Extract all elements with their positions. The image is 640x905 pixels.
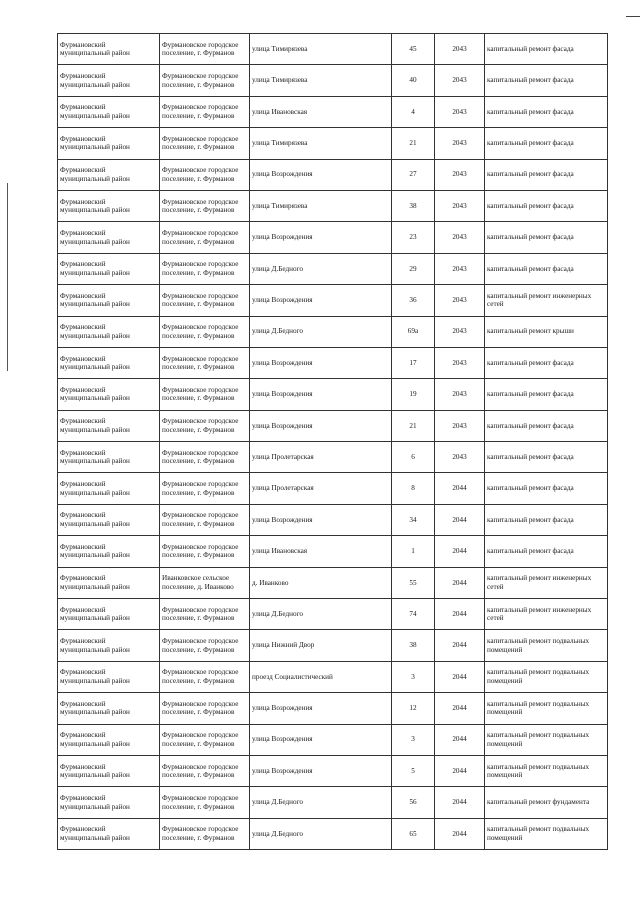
street-cell: улица Ивановская bbox=[250, 536, 392, 567]
house-number-cell: 12 bbox=[392, 693, 435, 724]
district-cell: Фурмановский муниципальный район bbox=[58, 159, 160, 190]
table-row bbox=[58, 693, 608, 724]
table-row bbox=[58, 504, 608, 535]
table-row bbox=[58, 96, 608, 127]
settlement-cell: Фурмановское городское поселение, г. Фурманов bbox=[160, 442, 250, 473]
table-row bbox=[58, 755, 608, 786]
work-type-cell: капитальный ремонт инженерных сетей bbox=[485, 599, 608, 630]
table-row bbox=[58, 347, 608, 378]
settlement-cell: Фурмановское городское поселение, г. Фурманов bbox=[160, 724, 250, 755]
year-cell: 2044 bbox=[435, 818, 485, 849]
district-cell: Фурмановский муниципальный район bbox=[58, 347, 160, 378]
table-row bbox=[58, 159, 608, 190]
district-cell: Фурмановский муниципальный район bbox=[58, 128, 160, 159]
work-type-cell: капитальный ремонт фасада bbox=[485, 34, 608, 65]
street-cell: улица Возрождения bbox=[250, 724, 392, 755]
house-number-cell: 55 bbox=[392, 567, 435, 598]
scan-corner-mark bbox=[626, 16, 640, 17]
house-number-cell: 19 bbox=[392, 379, 435, 410]
district-cell: Фурмановский муниципальный район bbox=[58, 504, 160, 535]
settlement-cell: Фурмановское городское поселение, г. Фурманов bbox=[160, 630, 250, 661]
work-type-cell: капитальный ремонт подвальных помещений bbox=[485, 693, 608, 724]
street-cell: улица Д.Бедного bbox=[250, 599, 392, 630]
year-cell: 2043 bbox=[435, 442, 485, 473]
settlement-cell: Фурмановское городское поселение, г. Фурманов bbox=[160, 410, 250, 441]
year-cell: 2043 bbox=[435, 316, 485, 347]
settlement-cell: Фурмановское городское поселение, г. Фурманов bbox=[160, 316, 250, 347]
year-cell: 2043 bbox=[435, 253, 485, 284]
table-row bbox=[58, 599, 608, 630]
table-row bbox=[58, 316, 608, 347]
work-type-cell: капитальный ремонт фасада bbox=[485, 65, 608, 96]
year-cell: 2043 bbox=[435, 159, 485, 190]
street-cell: улица Тимирязева bbox=[250, 65, 392, 96]
district-cell: Фурмановский муниципальный район bbox=[58, 755, 160, 786]
street-cell: улица Возрождения bbox=[250, 347, 392, 378]
work-type-cell: капитальный ремонт подвальных помещений bbox=[485, 661, 608, 692]
work-type-cell: капитальный ремонт фасада bbox=[485, 159, 608, 190]
year-cell: 2043 bbox=[435, 379, 485, 410]
street-cell: улица Д.Бедного bbox=[250, 253, 392, 284]
work-type-cell: капитальный ремонт фасада bbox=[485, 347, 608, 378]
district-cell: Фурмановский муниципальный район bbox=[58, 693, 160, 724]
year-cell: 2044 bbox=[435, 661, 485, 692]
district-cell: Фурмановский муниципальный район bbox=[58, 661, 160, 692]
house-number-cell: 38 bbox=[392, 190, 435, 221]
settlement-cell: Фурмановское городское поселение, г. Фурманов bbox=[160, 253, 250, 284]
table-row bbox=[58, 65, 608, 96]
district-cell: Фурмановский муниципальный район bbox=[58, 473, 160, 504]
settlement-cell: Фурмановское городское поселение, г. Фурманов bbox=[160, 473, 250, 504]
street-cell: улица Нижний Двор bbox=[250, 630, 392, 661]
work-type-cell: капитальный ремонт фасада bbox=[485, 96, 608, 127]
house-number-cell: 74 bbox=[392, 599, 435, 630]
settlement-cell: Фурмановское городское поселение, г. Фурманов bbox=[160, 755, 250, 786]
table-row bbox=[58, 410, 608, 441]
settlement-cell: Фурмановское городское поселение, г. Фурманов bbox=[160, 693, 250, 724]
year-cell: 2044 bbox=[435, 630, 485, 661]
work-type-cell: капитальный ремонт подвальных помещений bbox=[485, 724, 608, 755]
street-cell: улица Возрождения bbox=[250, 222, 392, 253]
table-row bbox=[58, 222, 608, 253]
street-cell: улица Возрождения bbox=[250, 379, 392, 410]
work-type-cell: капитальный ремонт инженерных сетей bbox=[485, 285, 608, 316]
table-row bbox=[58, 787, 608, 818]
district-cell: Фурмановский муниципальный район bbox=[58, 410, 160, 441]
house-number-cell: 17 bbox=[392, 347, 435, 378]
settlement-cell: Фурмановское городское поселение, г. Фурманов bbox=[160, 661, 250, 692]
street-cell: улица Возрождения bbox=[250, 693, 392, 724]
house-number-cell: 8 bbox=[392, 473, 435, 504]
district-cell: Фурмановский муниципальный район bbox=[58, 630, 160, 661]
street-cell: улица Тимирязева bbox=[250, 190, 392, 221]
district-cell: Фурмановский муниципальный район bbox=[58, 724, 160, 755]
table-row bbox=[58, 818, 608, 849]
work-type-cell: капитальный ремонт фасада bbox=[485, 379, 608, 410]
settlement-cell: Фурмановское городское поселение, г. Фурманов bbox=[160, 128, 250, 159]
year-cell: 2043 bbox=[435, 128, 485, 159]
settlement-cell: Фурмановское городское поселение, г. Фурманов bbox=[160, 787, 250, 818]
year-cell: 2044 bbox=[435, 536, 485, 567]
settlement-cell: Фурмановское городское поселение, г. Фурманов bbox=[160, 65, 250, 96]
street-cell: улица Возрождения bbox=[250, 755, 392, 786]
house-number-cell: 3 bbox=[392, 661, 435, 692]
house-number-cell: 21 bbox=[392, 410, 435, 441]
house-number-cell: 69а bbox=[392, 316, 435, 347]
year-cell: 2043 bbox=[435, 285, 485, 316]
settlement-cell: Фурмановское городское поселение, г. Фурманов bbox=[160, 96, 250, 127]
table-row bbox=[58, 724, 608, 755]
capital-repair-table bbox=[57, 33, 608, 850]
house-number-cell: 38 bbox=[392, 630, 435, 661]
year-cell: 2044 bbox=[435, 787, 485, 818]
house-number-cell: 36 bbox=[392, 285, 435, 316]
house-number-cell: 27 bbox=[392, 159, 435, 190]
work-type-cell: капитальный ремонт фасада bbox=[485, 128, 608, 159]
street-cell: улица Д.Бедного bbox=[250, 818, 392, 849]
district-cell: Фурмановский муниципальный район bbox=[58, 818, 160, 849]
street-cell: улица Возрождения bbox=[250, 504, 392, 535]
settlement-cell: Фурмановское городское поселение, г. Фурманов bbox=[160, 34, 250, 65]
work-type-cell: капитальный ремонт инженерных сетей bbox=[485, 567, 608, 598]
year-cell: 2044 bbox=[435, 567, 485, 598]
table-row bbox=[58, 190, 608, 221]
street-cell: улица Д.Бедного bbox=[250, 316, 392, 347]
district-cell: Фурмановский муниципальный район bbox=[58, 316, 160, 347]
district-cell: Фурмановский муниципальный район bbox=[58, 253, 160, 284]
street-cell: улица Пролетарская bbox=[250, 442, 392, 473]
house-number-cell: 3 bbox=[392, 724, 435, 755]
district-cell: Фурмановский муниципальный район bbox=[58, 65, 160, 96]
year-cell: 2044 bbox=[435, 473, 485, 504]
house-number-cell: 56 bbox=[392, 787, 435, 818]
street-cell: улица Тимирязева bbox=[250, 128, 392, 159]
work-type-cell: капитальный ремонт подвальных помещений bbox=[485, 630, 608, 661]
district-cell: Фурмановский муниципальный район bbox=[58, 34, 160, 65]
house-number-cell: 23 bbox=[392, 222, 435, 253]
settlement-cell: Фурмановское городское поселение, г. Фурманов bbox=[160, 285, 250, 316]
district-cell: Фурмановский муниципальный район bbox=[58, 536, 160, 567]
work-type-cell: капитальный ремонт фасада bbox=[485, 442, 608, 473]
work-type-cell: капитальный ремонт фасада bbox=[485, 253, 608, 284]
settlement-cell: Фурмановское городское поселение, г. Фурманов bbox=[160, 818, 250, 849]
settlement-cell: Фурмановское городское поселение, г. Фурманов bbox=[160, 599, 250, 630]
work-type-cell: капитальный ремонт фасада bbox=[485, 410, 608, 441]
table-row bbox=[58, 536, 608, 567]
district-cell: Фурмановский муниципальный район bbox=[58, 567, 160, 598]
table-row bbox=[58, 473, 608, 504]
district-cell: Фурмановский муниципальный район bbox=[58, 222, 160, 253]
house-number-cell: 6 bbox=[392, 442, 435, 473]
house-number-cell: 4 bbox=[392, 96, 435, 127]
district-cell: Фурмановский муниципальный район bbox=[58, 379, 160, 410]
street-cell: улица Возрождения bbox=[250, 410, 392, 441]
district-cell: Фурмановский муниципальный район bbox=[58, 787, 160, 818]
table-row bbox=[58, 379, 608, 410]
year-cell: 2044 bbox=[435, 724, 485, 755]
district-cell: Фурмановский муниципальный район bbox=[58, 285, 160, 316]
year-cell: 2044 bbox=[435, 504, 485, 535]
year-cell: 2043 bbox=[435, 34, 485, 65]
street-cell: д. Иванково bbox=[250, 567, 392, 598]
district-cell: Фурмановский муниципальный район bbox=[58, 190, 160, 221]
table-row bbox=[58, 34, 608, 65]
table-row bbox=[58, 253, 608, 284]
settlement-cell: Фурмановское городское поселение, г. Фурманов bbox=[160, 159, 250, 190]
table-row bbox=[58, 661, 608, 692]
house-number-cell: 40 bbox=[392, 65, 435, 96]
settlement-cell: Фурмановское городское поселение, г. Фурманов bbox=[160, 347, 250, 378]
house-number-cell: 1 bbox=[392, 536, 435, 567]
house-number-cell: 65 bbox=[392, 818, 435, 849]
scan-edge-mark bbox=[7, 183, 8, 371]
table-body bbox=[58, 34, 608, 850]
table-row bbox=[58, 285, 608, 316]
house-number-cell: 21 bbox=[392, 128, 435, 159]
street-cell: улица Возрождения bbox=[250, 285, 392, 316]
house-number-cell: 5 bbox=[392, 755, 435, 786]
work-type-cell: капитальный ремонт фасада bbox=[485, 473, 608, 504]
year-cell: 2043 bbox=[435, 347, 485, 378]
street-cell: проезд Социалистический bbox=[250, 661, 392, 692]
work-type-cell: капитальный ремонт подвальных помещений bbox=[485, 755, 608, 786]
house-number-cell: 34 bbox=[392, 504, 435, 535]
work-type-cell: капитальный ремонт фасада bbox=[485, 190, 608, 221]
house-number-cell: 45 bbox=[392, 34, 435, 65]
year-cell: 2043 bbox=[435, 96, 485, 127]
year-cell: 2044 bbox=[435, 599, 485, 630]
work-type-cell: капитальный ремонт фасада bbox=[485, 504, 608, 535]
work-type-cell: капитальный ремонт фундамента bbox=[485, 787, 608, 818]
year-cell: 2043 bbox=[435, 190, 485, 221]
work-type-cell: капитальный ремонт крыши bbox=[485, 316, 608, 347]
table-row bbox=[58, 442, 608, 473]
table-row bbox=[58, 630, 608, 661]
district-cell: Фурмановский муниципальный район bbox=[58, 599, 160, 630]
work-type-cell: капитальный ремонт фасада bbox=[485, 222, 608, 253]
table-row bbox=[58, 567, 608, 598]
street-cell: улица Тимирязева bbox=[250, 34, 392, 65]
street-cell: улица Д.Бедного bbox=[250, 787, 392, 818]
district-cell: Фурмановский муниципальный район bbox=[58, 96, 160, 127]
year-cell: 2043 bbox=[435, 222, 485, 253]
district-cell: Фурмановский муниципальный район bbox=[58, 442, 160, 473]
settlement-cell: Фурмановское городское поселение, г. Фурманов bbox=[160, 190, 250, 221]
year-cell: 2044 bbox=[435, 693, 485, 724]
work-type-cell: капитальный ремонт подвальных помещений bbox=[485, 818, 608, 849]
street-cell: улица Возрождения bbox=[250, 159, 392, 190]
settlement-cell: Иванковское сельское поселение, д. Иванково bbox=[160, 567, 250, 598]
table-row bbox=[58, 128, 608, 159]
house-number-cell: 29 bbox=[392, 253, 435, 284]
settlement-cell: Фурмановское городское поселение, г. Фурманов bbox=[160, 504, 250, 535]
work-type-cell: капитальный ремонт фасада bbox=[485, 536, 608, 567]
settlement-cell: Фурмановское городское поселение, г. Фурманов bbox=[160, 222, 250, 253]
year-cell: 2043 bbox=[435, 65, 485, 96]
street-cell: улица Пролетарская bbox=[250, 473, 392, 504]
settlement-cell: Фурмановское городское поселение, г. Фурманов bbox=[160, 379, 250, 410]
street-cell: улица Ивановская bbox=[250, 96, 392, 127]
settlement-cell: Фурмановское городское поселение, г. Фурманов bbox=[160, 536, 250, 567]
year-cell: 2043 bbox=[435, 410, 485, 441]
year-cell: 2044 bbox=[435, 755, 485, 786]
